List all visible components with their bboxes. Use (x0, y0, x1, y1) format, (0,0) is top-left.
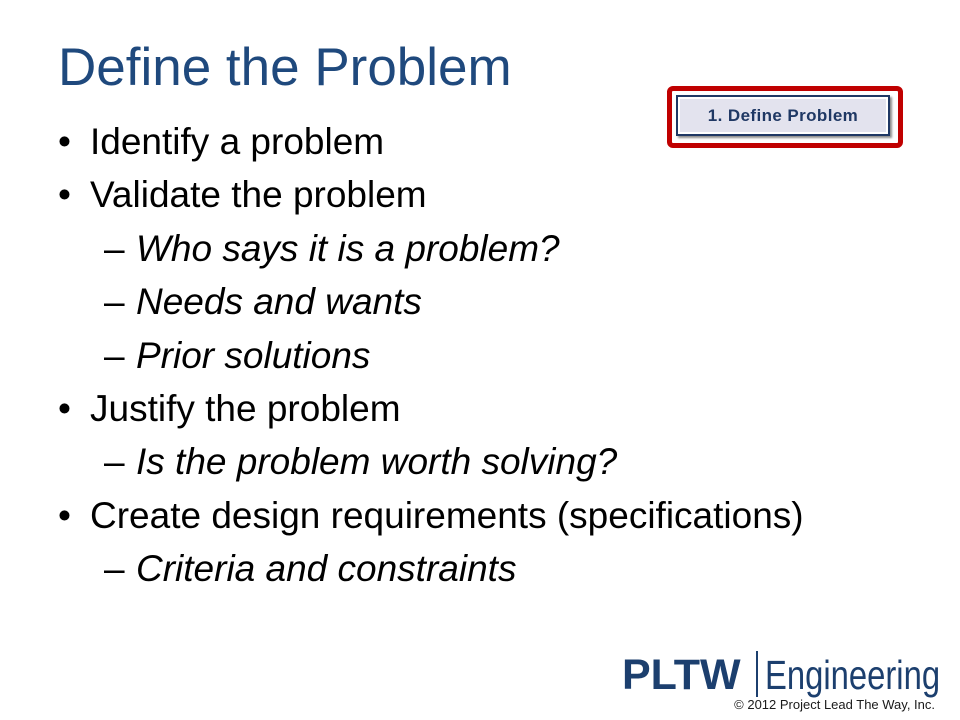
sub-bullet-item (0, 435, 960, 488)
sub-bullet-text: Is the problem worth solving? (136, 441, 618, 483)
bullet-marker: • (58, 387, 71, 429)
bullet-text: Justify the problem (90, 387, 401, 429)
logo-divider (756, 651, 758, 697)
bullet-item (0, 115, 960, 168)
bullet-list (0, 115, 960, 596)
sub-bullet-text: Who says it is a problem? (136, 227, 560, 269)
dash-marker: – (104, 227, 125, 269)
sub-bullet-item (0, 542, 960, 595)
sub-bullet-text: Prior solutions (136, 334, 371, 376)
dash-marker: – (104, 441, 125, 483)
logo-program-text: Engineering (765, 652, 941, 698)
bullet-text: Create design requirements (specifications) (90, 494, 804, 536)
bullet-marker: • (58, 494, 71, 536)
bullet-item (0, 489, 960, 542)
copyright-notice: © 2012 Project Lead The Way, Inc. (734, 697, 935, 712)
bullet-item (0, 382, 960, 435)
bullet-marker: • (58, 121, 71, 162)
logo-brand-text: PLTW (622, 651, 741, 699)
bullet-marker: • (58, 174, 71, 216)
sub-bullet-text: Criteria and constraints (136, 548, 517, 590)
stage-badge-label: 1. Define Problem (707, 105, 859, 125)
bullet-item (0, 168, 960, 221)
dash-marker: – (104, 548, 125, 590)
bullet-text: Identify a problem (90, 121, 385, 162)
sub-bullet-item (0, 222, 960, 275)
slide-title: Define the Problem (58, 38, 512, 97)
sub-bullet-item (0, 329, 960, 382)
dash-marker: – (104, 334, 125, 376)
sub-bullet-item (0, 275, 960, 328)
dash-marker: – (104, 281, 125, 323)
bullet-text: Validate the problem (90, 174, 427, 216)
sub-bullet-text: Needs and wants (136, 281, 422, 323)
